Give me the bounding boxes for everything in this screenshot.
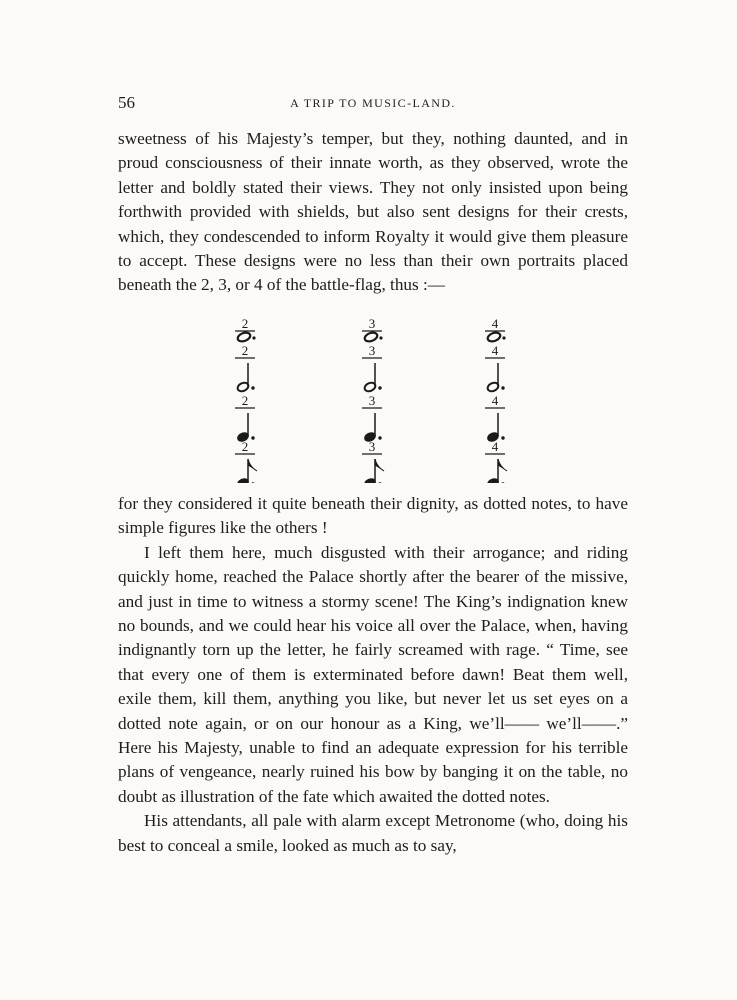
note-flag <box>248 459 257 471</box>
figure-numeral: 3 <box>368 439 376 454</box>
note-dot <box>501 386 504 389</box>
note-head <box>237 331 252 343</box>
note-dot <box>251 482 254 483</box>
paragraph: sweetness of his Majesty’s temper, but they, nothing daunted, and in proud consciousness of their innate worth, as they observed, wrote the letter and boldly stated their views. They not only insisted upon being forthwith provided with shields, but also sent designs for their crests, which, they condescended to inform Royalty it would give them pleasure to accept. These designs were no less than their own portraits placed beneath the 2, 3, or 4 of the battle-flag, thus :— <box>118 129 628 295</box>
figure-numeral: 3 <box>368 393 376 408</box>
note-dot <box>251 436 254 439</box>
page-number: 56 <box>118 93 135 112</box>
running-title: A TRIP TO MUSIC-LAND. <box>290 96 456 110</box>
note-flag <box>498 459 507 471</box>
figure-numeral: 2 <box>241 393 249 408</box>
note-dot <box>379 336 382 339</box>
dotted-notes-illustration <box>225 318 525 483</box>
text-after-figure <box>118 492 628 858</box>
note-dot <box>251 386 254 389</box>
note-dot <box>502 336 505 339</box>
paragraph: I left them here, much disgusted with their arrogance; and riding quickly home, reached the Palace shortly after the bearer of the missive, and just in time to witness a stormy scene! The King’s indignation knew no bounds, and we could hear his voice all over the Palace, when, having indignantly torn up the letter, he fairly screamed with rage. “ Time, see that every one of them is exterminated before dawn! Beat them well, exile them, kill them, anything you like, but never let us set eyes on a dotted note again, or on our honour as a King, we’ll—— we’ll——.” Here his Majesty, unable to find an adequate expression for his terrible plans of vengeance, nearly ruined his bow by banging it on the table, no doubt as illustration of the fate which awaited the dotted notes. <box>118 542 628 806</box>
figure-numeral: 4 <box>491 318 499 331</box>
figure-numeral: 2 <box>241 318 249 331</box>
note-dot <box>501 482 504 483</box>
text-before-figure <box>118 127 628 298</box>
note-dot <box>378 386 381 389</box>
note-dot <box>501 436 504 439</box>
figure-numeral: 4 <box>491 343 499 358</box>
note-dot <box>252 336 255 339</box>
paragraph: for they considered it quite beneath their dignity, as dotted notes, to have simple figures like the others ! <box>118 494 628 538</box>
note-symbol <box>235 343 255 393</box>
note-symbol <box>362 439 384 483</box>
note-dot <box>378 482 381 483</box>
figure-numeral: 2 <box>241 343 249 358</box>
figure-numeral: 3 <box>368 343 376 358</box>
note-symbol <box>485 393 505 443</box>
note-symbol <box>485 343 505 393</box>
note-symbol <box>362 318 383 343</box>
note-head <box>364 331 379 343</box>
paragraph: His attendants, all pale with alarm except Metronome (who, doing his best to conceal a smile, looked as much as to say, <box>118 811 628 855</box>
note-symbol <box>362 343 382 393</box>
note-symbol <box>362 393 382 443</box>
figure-numeral: 4 <box>491 439 499 454</box>
dotted-notes-figure <box>225 318 525 483</box>
note-symbol <box>485 318 506 343</box>
note-symbol <box>235 318 256 343</box>
page-header <box>118 93 628 113</box>
note-flag <box>375 459 384 471</box>
figure-numeral: 2 <box>241 439 249 454</box>
note-symbol <box>485 439 507 483</box>
note-head <box>487 331 502 343</box>
note-symbol <box>235 393 255 443</box>
note-symbol <box>235 439 257 483</box>
note-dot <box>378 436 381 439</box>
figure-numeral: 4 <box>491 393 499 408</box>
figure-numeral: 3 <box>368 318 376 331</box>
